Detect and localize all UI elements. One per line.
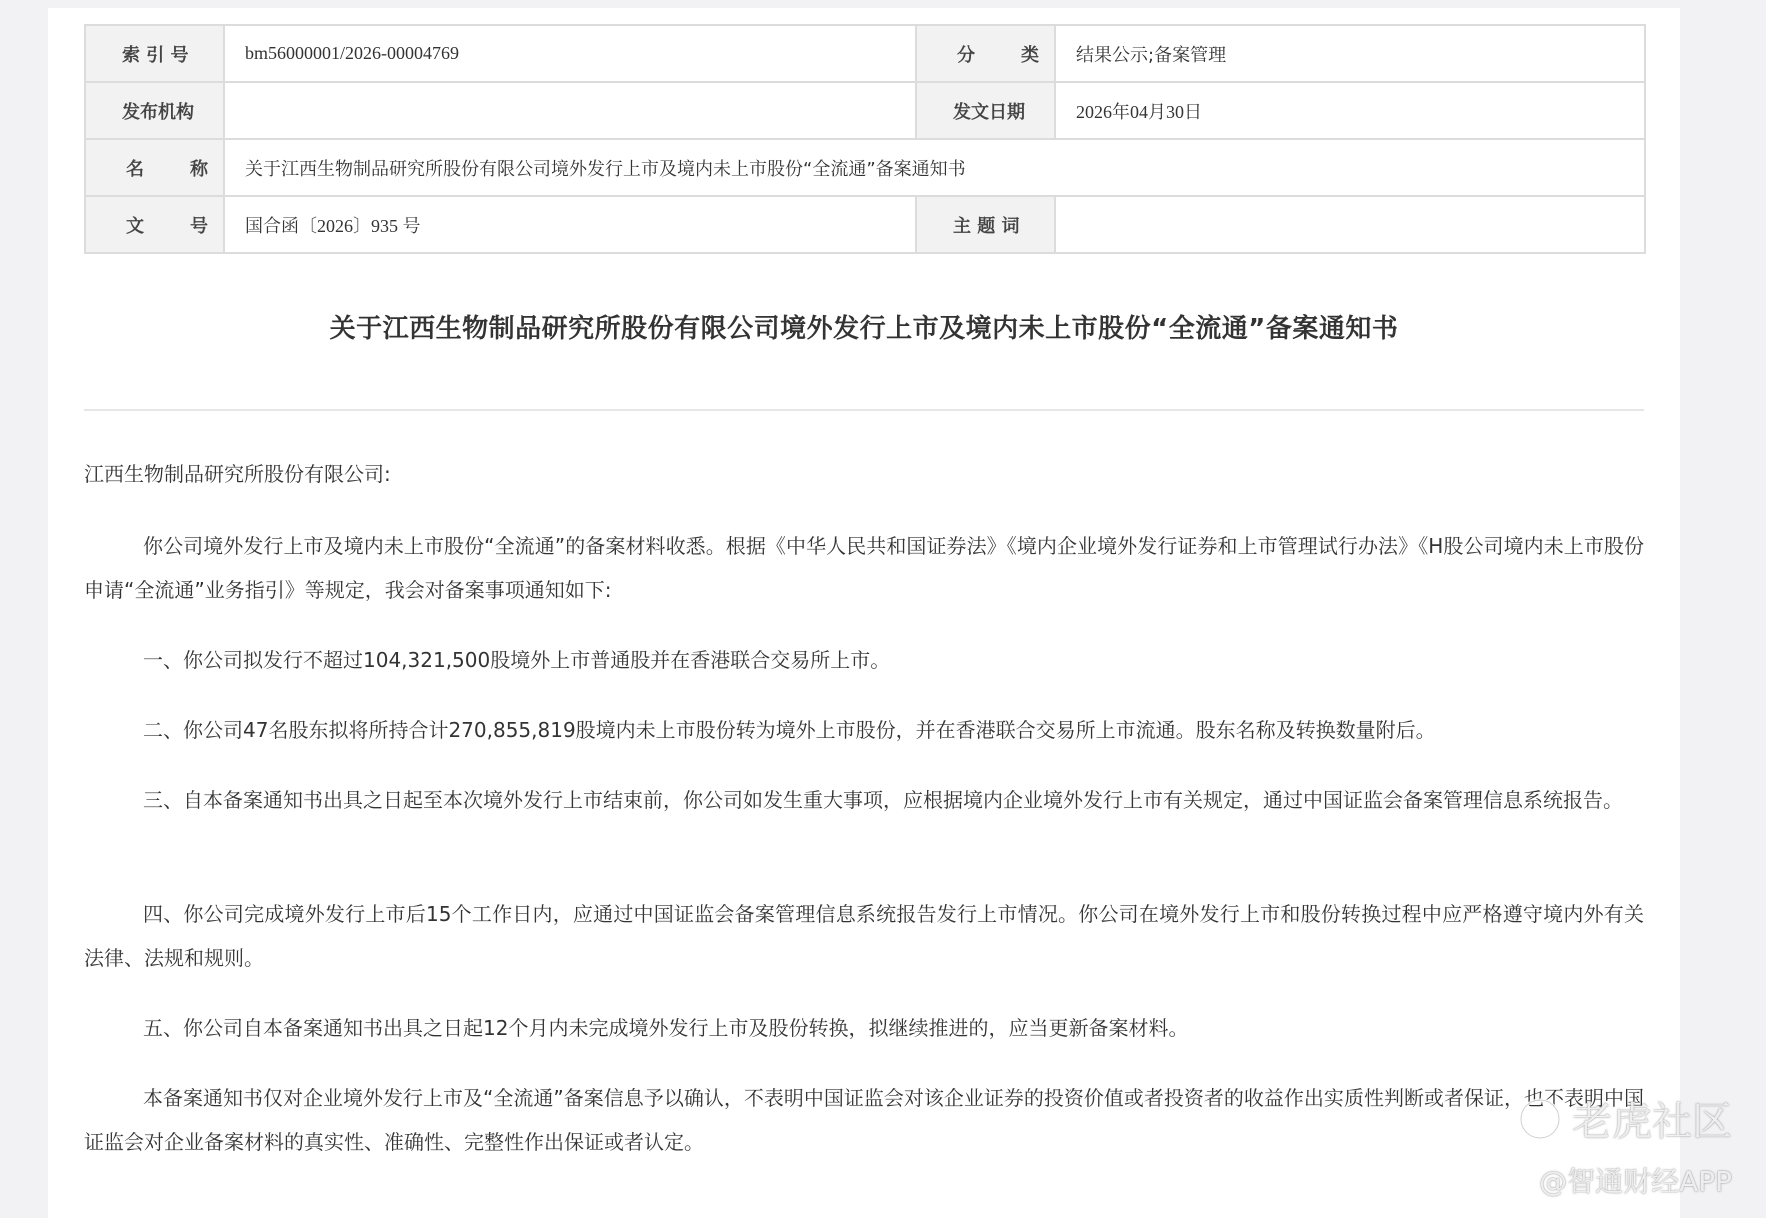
subject-value bbox=[1055, 196, 1645, 253]
paragraph-item-1: 一、你公司拟发行不超过104,321,500股境外上市普通股并在香港联合交易所上市。 bbox=[143, 648, 891, 672]
paragraph-item-5: 五、你公司自本备案通知书出具之日起12个月内未完成境外发行上市及股份转换，拟继续推进的，应当更新备案材料。 bbox=[143, 1016, 1189, 1040]
metadata-table bbox=[84, 24, 1646, 254]
subject-label-cell bbox=[916, 196, 1055, 253]
date-label-cell bbox=[916, 82, 1055, 139]
name-label-a: 名 bbox=[126, 158, 144, 180]
name-label-cell bbox=[85, 139, 224, 196]
salutation: 江西生物制品研究所股份有限公司: bbox=[84, 462, 391, 486]
metadata-row-publisher bbox=[85, 82, 1645, 139]
index-label: 索 引 号 bbox=[122, 44, 189, 66]
publisher-label-cell bbox=[85, 82, 224, 139]
category-label-a: 分 bbox=[957, 44, 975, 66]
paragraph-item-2: 二、你公司47名股东拟将所持合计270,855,819股境内未上市股份转为境外上市股份，并在香港联合交易所上市流通。股东名称及转换数量附后。 bbox=[143, 718, 1436, 742]
category-label-b: 类 bbox=[1021, 44, 1039, 66]
category-value: 结果公示;备案管理 bbox=[1055, 25, 1645, 82]
index-value: bm56000001/2026-00004769 bbox=[224, 25, 916, 82]
paragraph-item-4: 四、你公司完成境外发行上市后15个工作日内，应通过中国证监会备案管理信息系统报告发行上市情况。你公司在境外发行上市和股份转换过程中应严格遵守境内外有关法律、法规和规则。 bbox=[84, 902, 1644, 970]
docno-label-cell bbox=[85, 196, 224, 253]
metadata-row-docno bbox=[85, 196, 1645, 253]
subject-label: 主 题 词 bbox=[953, 215, 1020, 237]
date-value: 2026年04月30日 bbox=[1055, 82, 1645, 139]
tiger-watermark-text: 老虎社区 bbox=[1572, 1099, 1732, 1145]
index-label-cell bbox=[85, 25, 224, 82]
name-value: 关于江西生物制品研究所股份有限公司境外发行上市及境内未上市股份“全流通”备案通知书 bbox=[224, 139, 1645, 196]
docno-label-b: 号 bbox=[190, 215, 208, 237]
docno-value: 国合函〔2026〕935 号 bbox=[224, 196, 916, 253]
publisher-value bbox=[224, 82, 916, 139]
name-label-b: 称 bbox=[190, 158, 208, 180]
paragraph-disclaimer: 本备案通知书仅对企业境外发行上市及“全流通”备案信息予以确认，不表明中国证监会对该企业证券的投资价值或者投资者的收益作出实质性判断或者保证，也不表明中国证监会对企业备案材料的真实性、准确性、完整性作出保证或者认定。 bbox=[84, 1086, 1644, 1154]
paragraph-item-3: 三、自本备案通知书出具之日起至本次境外发行上市结束前，你公司如发生重大事项，应根据境内企业境外发行上市有关规定，通过中国证监会备案管理信息系统报告。 bbox=[143, 788, 1623, 812]
title-divider bbox=[84, 409, 1644, 411]
category-label-cell bbox=[916, 25, 1055, 82]
date-label: 发文日期 bbox=[953, 101, 1025, 123]
paragraph-intro: 你公司境外发行上市及境内未上市股份“全流通”的备案材料收悉。根据《中华人民共和国证券法》《境内企业境外发行证券和上市管理试行办法》《H股公司境内未上市股份申请“全流通”业务指引》等规定，我会对备案事项通知如下: bbox=[84, 534, 1644, 602]
document-page bbox=[48, 8, 1680, 1218]
publisher-label: 发布机构 bbox=[122, 101, 194, 123]
metadata-row-name bbox=[85, 139, 1645, 196]
docno-label-a: 文 bbox=[126, 215, 144, 237]
tiger-community-watermark bbox=[1518, 1090, 1732, 1147]
app-watermark: @智通财经APP bbox=[1539, 1165, 1732, 1198]
tiger-logo-icon bbox=[1518, 1097, 1562, 1141]
metadata-row-index bbox=[85, 25, 1645, 82]
document-title: 关于江西生物制品研究所股份有限公司境外发行上市及境内未上市股份“全流通”备案通知书 bbox=[329, 314, 1399, 344]
